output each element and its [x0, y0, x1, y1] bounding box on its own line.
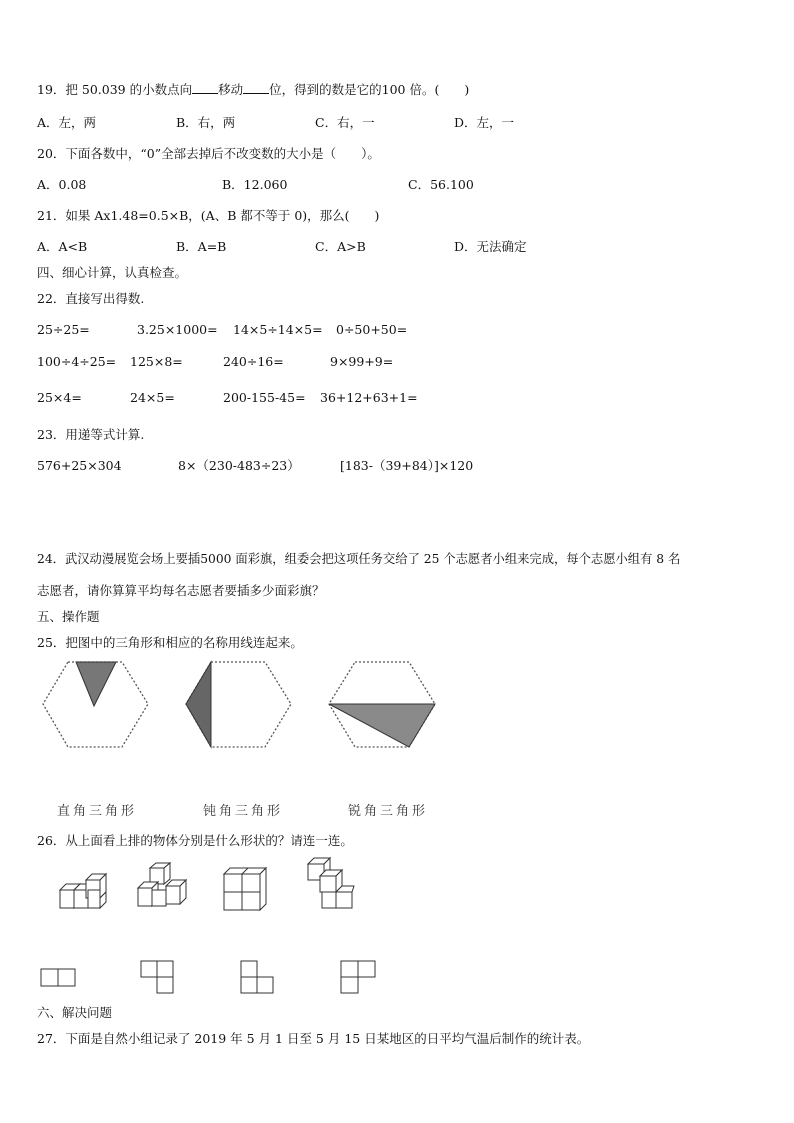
q23-item-3: [183-（39+84）]×120	[340, 458, 474, 473]
q22-r1-c3: 14×5÷14×5=	[233, 322, 323, 337]
q23-item-1: 576+25×304	[37, 458, 122, 473]
q23-item-2: 8×（230-483÷23）	[178, 458, 300, 473]
q26-cube-figure-4[interactable]	[300, 856, 356, 912]
q26-top-view-4[interactable]	[340, 960, 378, 996]
q22-title: 22．直接写出得数.	[37, 291, 145, 306]
q26-title: 26．从上面看上排的物体分别是什么形状的？请连一连。	[37, 833, 353, 848]
q26-top-view-2[interactable]	[140, 960, 176, 996]
q22-r1-c2: 3.25×1000=	[137, 322, 218, 337]
q19-option-b[interactable]: B．右，两	[176, 115, 236, 130]
q19-mid: 移动	[218, 82, 244, 97]
q26-cube-figure-1[interactable]	[56, 870, 106, 912]
q22-r1-c4: 0÷50+50=	[336, 322, 408, 337]
q25-hexagon-3	[326, 660, 438, 750]
q21-stem: 21．如果 Ax1.48=0.5×B，(A、B 都不等于 0)，那么( )	[37, 208, 380, 223]
q23-title: 23．用递等式计算.	[37, 427, 145, 442]
q21-option-a[interactable]: A．A<B	[37, 239, 88, 254]
q25-name-right-triangle[interactable]: 直角三角形	[57, 804, 138, 819]
q19-post: 位，得到的数是它的100 倍。( )	[269, 82, 470, 97]
q19-blank-2[interactable]	[243, 82, 269, 94]
q22-r2-c2: 125×8=	[130, 354, 183, 369]
section-5-heading: 五、操作题	[37, 609, 100, 624]
q25-hexagon-1	[40, 660, 150, 750]
q22-r3-c4: 36+12+63+1=	[320, 390, 418, 405]
q22-r2-c3: 240÷16=	[223, 354, 284, 369]
q20-option-a[interactable]: A．0.08	[37, 177, 87, 192]
q25-name-acute-triangle[interactable]: 锐角三角形	[348, 804, 429, 819]
q20-option-b[interactable]: B．12.060	[222, 177, 288, 192]
q21-option-c[interactable]: C．A>B	[315, 239, 366, 254]
q19-option-a[interactable]: A．左，两	[37, 115, 97, 130]
q22-r3-c3: 200-155-45=	[223, 390, 306, 405]
q20-option-c[interactable]: C．56.100	[408, 177, 474, 192]
q27-stem: 27．下面是自然小组记录了 2019 年 5 月 1 日至 5 月 15 日某地区的日平均气温后制作的统计表。	[37, 1031, 590, 1046]
q19-blank-1[interactable]	[192, 82, 218, 94]
q25-shaded-triangle-3[interactable]	[329, 704, 435, 747]
q22-r3-c2: 24×5=	[130, 390, 175, 405]
q26-cube-figure-2[interactable]	[136, 862, 190, 912]
q22-r2-c4: 9×99+9=	[330, 354, 394, 369]
q19-stem	[37, 82, 469, 98]
section-6-heading: 六、解决问题	[37, 1005, 113, 1020]
q19-option-c[interactable]: C．右，一	[315, 115, 375, 130]
q22-r1-c1: 25÷25=	[37, 322, 90, 337]
q24-line-1: 24．武汉动漫展览会场上要插5000 面彩旗，组委会把这项任务交给了 25 个志愿者小组来完成，每个志愿小组有 8 名	[37, 552, 681, 566]
q25-shaded-triangle-1[interactable]	[76, 662, 116, 706]
q25-shaded-triangle-2[interactable]	[186, 662, 211, 747]
q26-top-view-1[interactable]	[40, 967, 76, 989]
q19-option-d[interactable]: D．左，一	[454, 115, 515, 130]
q25-hexagon-2	[183, 660, 293, 750]
q19-pre: 19．把 50.039 的小数点向	[37, 82, 193, 97]
q21-option-d[interactable]: D．无法确定	[454, 239, 527, 254]
q21-option-b[interactable]: B．A=B	[176, 239, 227, 254]
q20-stem: 20．下面各数中，“0”全部去掉后不改变数的大小是（ ）。	[37, 146, 380, 161]
q26-top-view-3[interactable]	[240, 960, 276, 996]
section-4-heading: 四、细心计算，认真检查。	[37, 265, 188, 280]
q26-cube-figure-3[interactable]	[222, 864, 268, 912]
q25-title: 25．把图中的三角形和相应的名称用线连起来。	[37, 635, 303, 650]
q22-r2-c1: 100÷4÷25=	[37, 354, 117, 369]
q25-name-obtuse-triangle[interactable]: 钝角三角形	[203, 804, 284, 819]
q24-line-2: 志愿者，请你算算平均每名志愿者要插多少面彩旗？	[37, 583, 325, 598]
q22-r3-c1: 25×4=	[37, 390, 82, 405]
